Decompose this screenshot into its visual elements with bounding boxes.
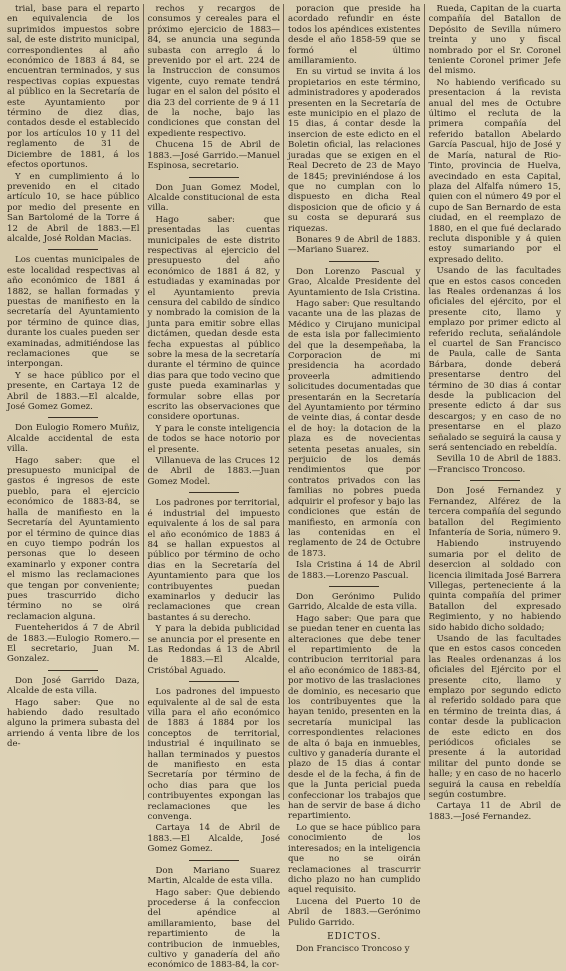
section-divider <box>48 670 98 671</box>
paragraph: Hago saber: que el presupuesto municipal de gastos é ingresos de este pueblo, para el ejercicio económico de 1883-84, se halla de manifiesto en la Secretaría del Ayuntamiento por el término de quince dias en cuyo tiempo podrán los personas que lo deseen examinarlo y exponer contra el mismo las reclamaciones que tengan por conveniente; pues trascurrido dicho término no se oirá reclamacion alguna. <box>7 455 140 622</box>
section-divider <box>189 860 239 861</box>
paragraph: Lo que se hace público para conocimiento de los interesados; en la inteligencia que no se oirán reclamaciones al trascurrir dicho plazo no han cumplido aquel requisito. <box>288 822 421 896</box>
paragraph: Usando de las facultades que en estos casos conceden las Reales ordenanzas á los oficiales del ejército, por el presente cito, llamo y emplazo por primer edicto al referido recluta, señalándole el cuartel de San Francisco de Paula, calle de Santa Bárbara, donde deberá presentarse dentro del término de 30 dias á contar desde la publicacion del presente edicto á dar sus descargos; y en caso de no presentarse en el plazo señalado se seguirá la causa y será sentenciado en rebeldía. <box>428 266 561 454</box>
paragraph: Don José Fernandez y Fernandez, Alférez de la tercera compañía del segundo batallon del Regimiento Infantería de Soria, número 9. <box>428 486 561 538</box>
paragraph: Los padrones por territorial, é industrial del impuesto equivalente á los de sal para el año económico de 1883 á 84 se hallan expuestos al público por término de ocho dias en la Secretaría del Ayuntamiento para que los contribuyentes puedan examinarlos y deducir las reclamaciones que crean bastantes á su derecho. <box>147 498 280 623</box>
paragraph: Habiendo instruyendo sumaria por el delito de desercion al soldado con licencia ilimitada José Barrera Villegas, perteneciente á la quinta compañía del primer Batallon del expresado Regimiento, y no habiendo sido habido dicho soldado; <box>428 539 561 633</box>
paragraph: Isla Cristina á 14 de Abril de 1883.—Lorenzo Pascual. <box>288 560 421 581</box>
paragraph: Hago saber: que presentadas las cuentas municipales de este distrito respectivas al ejercicio del presupuesto del año económico de 1881 á 82, y estudiadas y examinadas por el Ayuntamiento previa censura del cabildo de síndico y nombrado la comision de la junta para emitir sobre ellas dictámen, quedan desde esta fecha expuestas al público sobre la mesa de la secretaría durante el término de quince dias para que todo vecino que guste pueda examinarlas y formular sobre ellas por escrito las observaciones que considere oportunas. <box>147 214 280 423</box>
paragraph: Lucena del Puerto 10 de Abril de 1883.—Gerónimo Pulido Garrido. <box>288 896 421 928</box>
paragraph: Usando de las facultades que en estos casos conceden las Reales ordenanzas á los oficiales del Ejército por el presente cito, llamo y emplazo por segundo edicto al referido soldado para que en término de treinta dias, á contar desde la publicacion de este edicto en dos periódicos oficiales se presente á la autoridad militar del punto donde se halle; y en caso de no hacerlo seguirá la causa en rebeldía según costumbre. <box>428 633 561 801</box>
paragraph: Y en cumplimiento á lo prevenido en el citado artículo 10, se hace público por medio del presente en San Bartolomé de la Torre á 12 de Abril de 1883.—El alcalde, José Roldan Macias. <box>7 171 140 244</box>
column-2 <box>147 4 281 971</box>
paragraph: Fuenteheridos á 7 de Abril de 1883.—Eulogio Romero.—El secretario, Juan M. Gonzalez. <box>7 623 140 665</box>
paragraph: Don Juan Gomez Model, Alcalde constitucional de esta villa. <box>147 182 280 214</box>
paragraph: Don Lorenzo Pascual y Grao, Alcalde Presidente del Ayuntamiento de Isla Cristina. <box>288 266 421 298</box>
paragraph: No habiendo verificado su presentacion á la revista anual del mes de Octubre último el recluta de la primera compañía del referido batallon Abelardo García Pascual, hijo de José y de María, natural de Rio-Tinto, provincia de Huelva, avecindado en esta Capital, plaza del Alfalfa número 15, quien con el número 49 por el cupo de San Bernardo de esta ciudad, en el reemplazo de 1880, en el que fué declarado recluta disponible y á quien estoy sumariando por el expresado delito. <box>428 77 561 265</box>
paragraph: Y para la debida publicidad se anuncia por el presente en Las Redondas á 13 de Abril de 1883.—El Alcalde, Cristóbal Aguado. <box>147 624 280 676</box>
column-1 <box>6 4 140 800</box>
section-divider <box>470 480 520 481</box>
paragraph: Don Mariano Suarez Martin, Alcalde de esta villa. <box>147 865 280 887</box>
paragraph: Cartaya 14 de Abril de 1883.—El Alcalde, José Gomez Gomez. <box>147 823 280 855</box>
column-3 <box>287 4 421 955</box>
paragraph: Y se hace público por el presente, en Cartaya 12 de Abril de 1883.—El alcalde, José Gomez Gomez. <box>7 370 140 413</box>
paragraph: trial, base para el reparto en equivalencia de los suprimidos impuestos sobre sal, de este distrito municipal, correspondientes al año económico de 1883 á 84, se encuentran terminados, y sus respectivas copias expuestas al público en la Secretaría de este Ayuntamiento por término de diez dias, contados desde el establecido por los artículos 10 y 11 del reglamento de 31 de Diciembre de 1881, á los efectos oportunos. <box>7 4 140 171</box>
paragraph: Don Gerónimo Pulido Garrido, Alcalde de esta villa. <box>288 591 421 613</box>
paragraph: Don Eulogio Romero Muñiz, Alcalde accidental de esta villa. <box>7 423 140 455</box>
paragraph: Don José Garrido Daza, Alcalde de esta villa. <box>7 675 140 697</box>
section-title: EDICTOS. <box>327 931 382 942</box>
paragraph: Don Francisco Troncoso y <box>296 944 410 955</box>
section-divider <box>48 417 98 418</box>
paragraph: Chucena 15 de Abril de 1883.—José Garrido.—Manuel Espinosa, secretario. <box>147 140 280 172</box>
paragraph: Y para le conste inteligencia de todos se hace notorio por el presente. <box>147 423 280 455</box>
paragraph: Los cuentas municipales de este localidad respectivas al año económico de 1881 á 1882, se hallan formadas y puestas de manifiesto en la secretaría del Ayuntamiento por término de quince dias, durante los cuales pueden ser examinadas, admitiéndose las reclamaciones que se interpongan. <box>7 255 140 370</box>
section-divider <box>329 261 379 262</box>
paragraph: Rueda, Capitan de la cuarta compañía del Batallon de Depósito de Sevilla número treinta y uno y fiscal nombrado por el Sr. Coronel teniente Coronel primer Jefe del mismo. <box>428 4 561 77</box>
paragraph: rechos y recargos de consumos y cereales para el próximo ejercicio de 1883—84, se anuncia una segunda subasta con arreglo á lo prevenido por el art. 224 de la Instruccion de consumos vigente, cuyo remate tendrá lugar en el salon del pósito el dia 23 del corriente de 9 á 11 de la noche, bajo las condiciones que constan del expediente respectivo. <box>147 4 280 139</box>
section-divider <box>189 492 239 493</box>
paragraph: Los padrones del impuesto equivalente al de sal de esta villa para el año económico de 1883 á 1884 por los conceptos de territorial, industrial é inquilinato se hallan terminados y puestos de manifiesto en esta Secretaría por término de ocho dias para que los contribuyentes expongan las reclamaciones que les convenga. <box>147 687 280 823</box>
paragraph: Cartaya 11 de Abril de 1883.—José Fernandez. <box>428 801 561 822</box>
paragraph: Villanueva de las Cruces 12 de Abril de 1883.—Juan Gomez Model. <box>147 456 280 487</box>
paragraph: poracion que preside ha acordado refundir en éste todos los apéndices existentes desde el año 1858-59 que se formó el último amillaramiento. <box>288 4 421 67</box>
paragraph: Bonares 9 de Abril de 1883.—Mariano Suarez. <box>288 234 421 256</box>
paragraph: Sevilla 10 de Abril de 1883.—Francisco Troncoso. <box>428 454 561 475</box>
paragraph: Hago saber: Que resultando vacante una de las plazas de Médico y Cirujano municipal de esta isla por fallecimiento del que la desempeñaba, la Corporacion de mi presidencia ha acordado proveerla admitiendo solicitudes documentadas que presentarán en la Secretaría del Ayuntamiento por término de veinte dias, á contar desde el de hoy: la dotacion de la plaza es de novecientas setenta pesetas anuales, sin perjuicio de los demás rendimientos que por contratos privados con las familias no pobres pueda adquirir el profesor y bajo las condiciones que están de manifiesto, en armonía con las contenidas en el reglamento de 24 de Octubre de 1873. <box>288 298 421 559</box>
section-divider <box>189 177 239 178</box>
section-divider <box>329 586 379 587</box>
paragraph: En su virtud se invita á los propietarios en este término, administradores y apoderados presenten en la Secretaría de este municipio en el plazo de 15 dias, á contar desde la insercion de este edicto en el Boletin oficial, las relaciones juradas que se exigen en el Real Decreto de 23 de Mayo de 1845; previniéndose á los que no cumplan con lo dispuesto en dicha Real disposicion que de oficio y á su costa se depurará sus riquezas. <box>288 67 421 234</box>
section-divider <box>48 249 98 250</box>
paragraph: Hago saber: Que no habiendo dado resultado alguno la primera subasta del arriendo á venta libre de los de- <box>7 697 140 750</box>
section-divider <box>189 681 239 682</box>
column-4 <box>428 4 562 822</box>
paragraph: Hago saber: Que debiendo procederse á la confeccion del apéndice al amillaramiento, base del repartimiento de la contribucion de inmuebles, cultivo y ganadería del año económico de 1883-84, la cor- <box>147 887 280 971</box>
paragraph: Hago saber: Que para que se puedan tener en cuenta las alteraciones que debe tener el repartimiento de la contribucion territorial para el año económico de 1883-84, por motivo de las traslaciones de dominio, es necesario que los contribuyentes que la hayan tenido, presenten en la secretaría municipal las correspondientes relaciones de alta ó baja en inmuebles, cultivo y ganadería durante el plazo de 15 dias á contar desde el de la fecha, á fin de que la Junta pericial pueda confeccionar los trabajos que han de servir de base á dicho repartimiento. <box>288 613 421 822</box>
